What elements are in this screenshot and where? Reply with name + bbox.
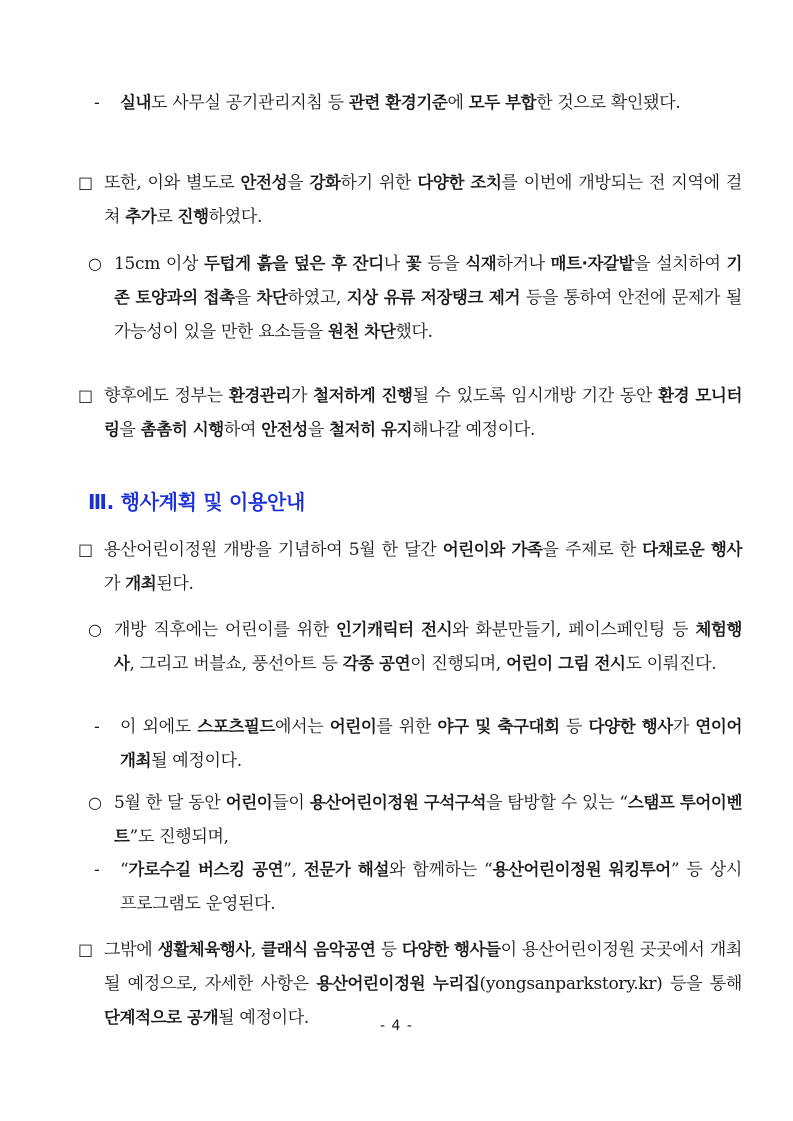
- text-run: 을: [234, 288, 257, 308]
- paragraph-opening-events: [88, 613, 742, 681]
- bold-phrase: 단계적으로 공개: [104, 1008, 219, 1027]
- bold-phrase: 기존 토양과의 접촉: [114, 254, 742, 307]
- bold-phrase: 두텁게 흙을 덮은 후 잔디: [204, 254, 384, 273]
- text-run: 등: [559, 717, 589, 737]
- text-run: 에서는: [274, 717, 330, 737]
- text-run: 개방 직후에는 어린이를 위한: [114, 620, 336, 640]
- text-run: 하기 위한: [340, 173, 418, 193]
- bold-phrase: 각종 공연: [342, 654, 411, 673]
- bold-phrase: 스포츠필드: [197, 717, 275, 736]
- text-run: 로: [156, 207, 178, 227]
- paragraph-indoor-air: [94, 86, 742, 120]
- text-run: 될 수 있도록 임시개방 기간 동안: [412, 386, 659, 406]
- paragraph-walking-tour: [94, 853, 742, 921]
- bold-phrase: 모두 부합: [468, 93, 537, 112]
- dash-bullet-icon: -: [94, 860, 100, 879]
- bold-phrase: 안전성: [240, 173, 288, 192]
- text-run: 하였고,: [287, 288, 347, 308]
- text-run: 그밖에: [104, 940, 158, 960]
- text-run: ”도 진행되며,: [129, 827, 229, 847]
- box-bullet-icon: □: [78, 173, 93, 192]
- bold-phrase: 강화: [309, 173, 341, 192]
- text-run: 5월 한 달 동안: [114, 793, 226, 813]
- paragraph-environment-monitoring: [78, 379, 742, 447]
- text-run: 될 예정이다.: [151, 751, 242, 771]
- text-run: 들이: [272, 793, 310, 813]
- bold-phrase: 개최: [125, 574, 157, 593]
- box-bullet-icon: □: [78, 386, 93, 405]
- bold-phrase: 원천 차단: [327, 322, 396, 341]
- text-run: 해나갈 예정이다.: [412, 420, 536, 440]
- text-run: 와 화분만들기, 페이스페인팅 등: [452, 620, 696, 640]
- text-run: , 그리고 버블쇼, 풍선아트 등: [129, 654, 343, 674]
- bold-phrase: 철저하게 진행: [313, 386, 413, 405]
- text-run: 이 외에도: [120, 717, 198, 737]
- text-run: 한 것으로 확인됐다.: [536, 93, 681, 113]
- text-run: 향후에도 정부는: [104, 386, 229, 406]
- text-run: 등: [375, 940, 402, 960]
- box-bullet-icon: □: [78, 940, 93, 959]
- circle-bullet-icon: ○: [88, 620, 102, 639]
- bold-phrase: 야구 및 축구대회: [437, 717, 560, 736]
- text-run: 될 예정이다.: [218, 1008, 309, 1028]
- text-run: 을 설치하여: [634, 254, 727, 274]
- text-run: 도 이뤄진다.: [625, 654, 717, 674]
- text-run: 용산어린이정원 개방을 기념하여 5월 한 달간: [104, 540, 443, 560]
- text-run: 15cm 이상: [114, 254, 205, 274]
- box-bullet-icon: □: [78, 540, 93, 559]
- bold-phrase: 어린이와 가족: [442, 540, 543, 559]
- bold-phrase: 전문가 해설: [303, 860, 390, 879]
- bold-phrase: 가로수길 버스킹 공연: [128, 860, 284, 879]
- bold-phrase: 안전성: [261, 420, 308, 439]
- bold-phrase: 환경관리: [228, 386, 291, 405]
- paragraph-additional-measures: [78, 166, 742, 234]
- bold-phrase: 클래식 음악공연: [261, 940, 376, 959]
- bold-phrase: 어린이: [225, 793, 273, 812]
- text-run: 하여: [223, 420, 262, 440]
- text-run: 을: [287, 173, 310, 193]
- bold-phrase: 스탬프 투어이벤트: [114, 793, 742, 846]
- text-run: 가: [104, 574, 126, 594]
- bold-phrase: 철저히 유지: [329, 420, 413, 439]
- bold-phrase: 용산어린이정원 워킹투어: [492, 860, 671, 879]
- bold-phrase: 어린이: [329, 717, 377, 736]
- text-run: 와 함께하는 “: [389, 860, 493, 880]
- text-run: 를 이번에 개방되는 전 지역에 걸쳐: [104, 173, 742, 227]
- bold-phrase: 체험행사: [114, 620, 742, 673]
- text-run: 이 진행되며,: [410, 654, 507, 674]
- text-run: 에: [447, 93, 469, 113]
- text-run: 또한, 이와 별도로: [104, 173, 241, 193]
- bold-phrase: 다양한 행사: [588, 717, 673, 736]
- text-run: 하거나: [496, 254, 551, 274]
- paragraph-soil-covering: [88, 247, 742, 349]
- bold-phrase: 환경 모니터링: [104, 386, 742, 439]
- bold-phrase: 차단: [256, 288, 288, 307]
- paragraph-events-overview: [78, 533, 742, 601]
- text-run: 가: [290, 386, 314, 406]
- bold-phrase: 진행: [177, 207, 209, 226]
- bold-phrase: 용산어린이정원 구석구석: [309, 793, 487, 812]
- circle-bullet-icon: ○: [88, 793, 102, 812]
- text-run: 등을: [421, 254, 466, 274]
- text-run: 을 탐방할 수 있는 “: [486, 793, 628, 813]
- text-run: 하였다.: [208, 207, 263, 227]
- bold-phrase: 연이어 개최: [120, 717, 742, 770]
- text-run: “: [120, 860, 129, 880]
- bold-phrase: 꽃: [405, 254, 422, 273]
- section-heading: Ⅲ. 행사계획 및 이용안내: [88, 490, 306, 514]
- dash-bullet-icon: -: [94, 93, 100, 112]
- bold-phrase: 지상 유류 저장탱크 제거: [346, 288, 520, 307]
- text-run: 된다.: [156, 574, 194, 594]
- bold-phrase: 용산어린이정원 누리집: [316, 974, 480, 993]
- text-run: 했다.: [395, 322, 433, 342]
- paragraph-sports-field: [94, 710, 742, 778]
- bold-phrase: 매트·자갈밭: [550, 254, 635, 273]
- page-number: - 4 -: [380, 1018, 413, 1034]
- bold-phrase: 추가: [125, 207, 157, 226]
- text-run: 을: [119, 420, 141, 440]
- text-run: 을: [307, 420, 330, 440]
- bold-phrase: 다양한 조치: [417, 173, 502, 192]
- bold-phrase: 생활체육행사: [157, 940, 251, 959]
- bold-phrase: 식재: [465, 254, 497, 273]
- dash-bullet-icon: -: [94, 717, 100, 736]
- paragraph-stamp-tour: [88, 786, 742, 854]
- bold-phrase: 다채로운 행사: [642, 540, 742, 559]
- bold-phrase: 실내: [120, 93, 152, 112]
- text-run: 도 사무실 공기관리지침 등: [151, 93, 349, 113]
- text-run: ,: [250, 940, 262, 960]
- text-run: 가: [672, 717, 696, 737]
- text-run: 등을 통하여 안전에 문제가 될 가능성이 있을 만한 요소들을: [114, 288, 742, 342]
- bold-phrase: 촘촘히 시행: [140, 420, 224, 439]
- circle-bullet-icon: ○: [88, 254, 102, 273]
- bold-phrase: 관련 환경기준: [348, 93, 448, 112]
- text-run: 이 용산어린이정원 곳곳에서 개최될 예정으로, 자세한 사항은: [104, 940, 742, 994]
- text-run: 를 위한: [376, 717, 438, 737]
- text-run: ” 등 상시 프로그램도 운영된다.: [120, 860, 742, 914]
- bold-phrase: 다양한 행사들: [401, 940, 501, 959]
- text-run: (yongsanparkstory.kr) 등을 통해: [479, 974, 742, 994]
- text-run: 나: [383, 254, 406, 274]
- bold-phrase: 어린이 그림 전시: [506, 654, 626, 673]
- bold-phrase: 인기캐릭터 전시: [336, 620, 453, 639]
- text-run: ”,: [283, 860, 304, 880]
- text-run: 을 주제로 한: [542, 540, 643, 560]
